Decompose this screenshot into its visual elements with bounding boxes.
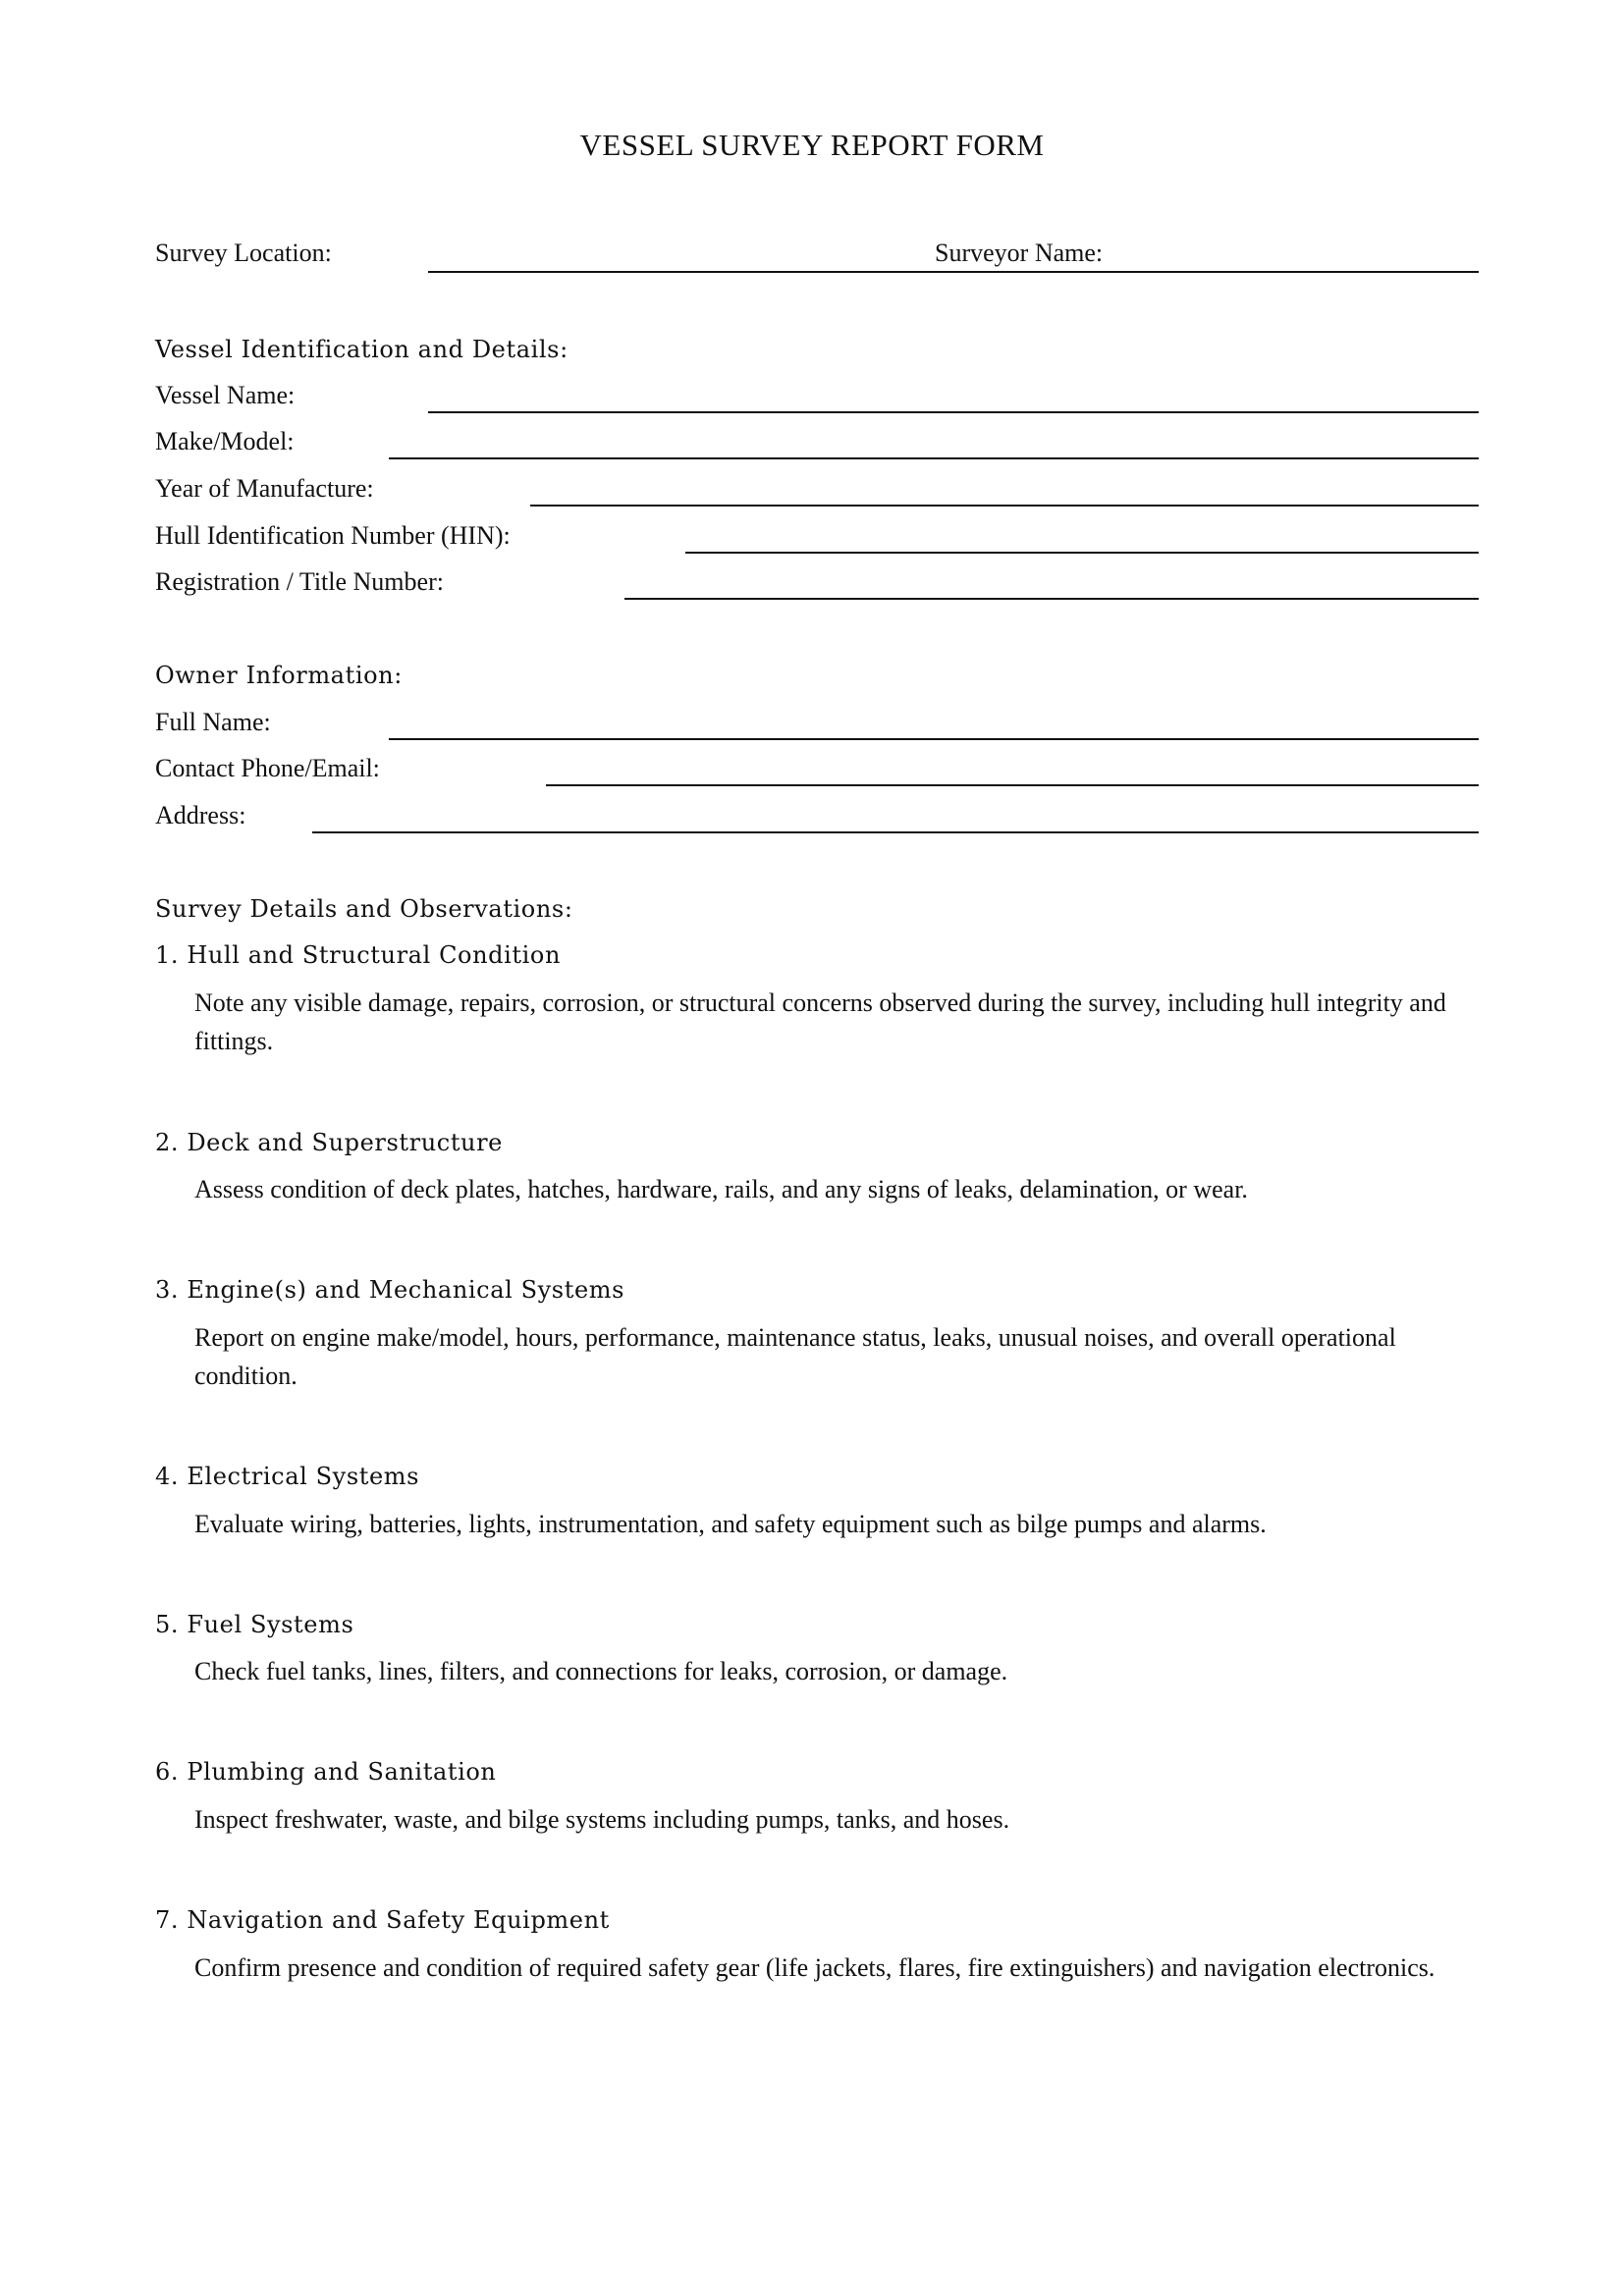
survey-location-label: Survey Location: [155,239,332,267]
section-description-navigation: Confirm presence and condition of required safety gear (life jackets, flares, fire extinguishers) and navigation electronics. [194,1953,1435,1982]
registration-field[interactable] [624,598,1479,600]
section-title-fuel: 5. Fuel Systems [155,1611,354,1638]
section-title-navigation: 7. Navigation and Safety Equipment [155,1906,610,1934]
section-title-hull: 1. Hull and Structural Condition [155,941,562,969]
vessel-name-label: Vessel Name: [155,381,296,409]
year-of-manufacture-field[interactable] [530,505,1479,507]
section-description-deck: Assess condition of deck plates, hatches, hardware, rails, and any signs of leaks, delamination, or wear. [194,1175,1248,1203]
address-field[interactable] [312,831,1479,833]
full-name-field[interactable] [389,738,1479,740]
address-label: Address: [155,801,246,829]
section-title-plumbing: 6. Plumbing and Sanitation [155,1758,497,1786]
survey-location-field[interactable] [428,271,1479,273]
section-description-plumbing: Inspect freshwater, waste, and bilge systems including pumps, tanks, and hoses. [194,1805,1010,1834]
section-title-engine: 3. Engine(s) and Mechanical Systems [155,1276,625,1304]
hin-field[interactable] [685,552,1479,554]
contact-field[interactable] [546,784,1479,786]
section-title-deck: 2. Deck and Superstructure [155,1129,503,1156]
vessel-name-field[interactable] [428,411,1479,413]
registration-label: Registration / Title Number: [155,567,444,596]
section-description-engine: Report on engine make/model, hours, performance, maintenance status, leaks, unusual noises, and overall operational condition. [194,1323,1396,1390]
section-description-electrical: Evaluate wiring, batteries, lights, instrumentation, and safety equipment such as bilge pumps and alarms. [194,1510,1267,1538]
form-title: VESSEL SURVEY REPORT FORM [579,128,1045,162]
section-description-fuel: Check fuel tanks, lines, filters, and connections for leaks, corrosion, or damage. [194,1657,1008,1685]
vessel-section-heading: Vessel Identification and Details: [155,336,568,363]
year-of-manufacture-label: Year of Manufacture: [155,474,374,503]
make-model-field[interactable] [389,457,1479,459]
survey-section-heading: Survey Details and Observations: [155,895,573,923]
section-title-electrical: 4. Electrical Systems [155,1463,420,1490]
hin-label: Hull Identification Number (HIN): [155,521,511,550]
make-model-label: Make/Model: [155,427,295,455]
contact-label: Contact Phone/Email: [155,754,380,782]
surveyor-name-label: Surveyor Name: [935,239,1104,267]
owner-section-heading: Owner Information: [155,662,403,689]
full-name-label: Full Name: [155,708,271,736]
section-description-hull: Note any visible damage, repairs, corrosion, or structural concerns observed during the survey, including hull integrity and fittings. [194,988,1446,1055]
